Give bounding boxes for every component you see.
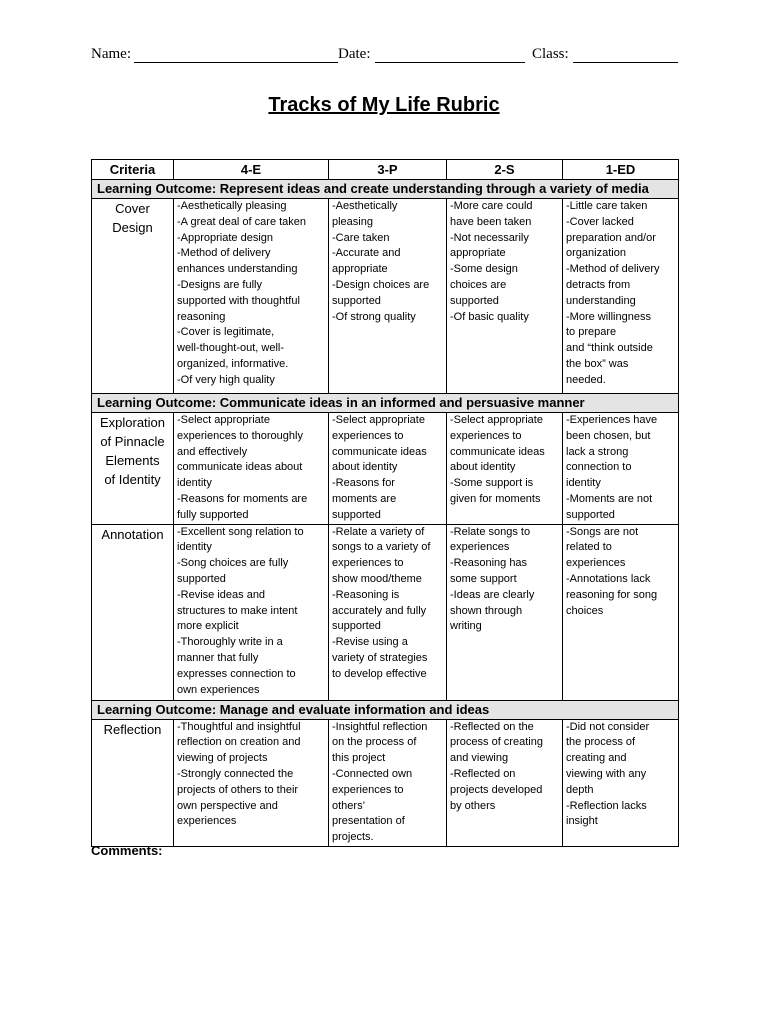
- descriptor-line: manner that fully: [177, 651, 259, 664]
- descriptor-line: -Reasoning has: [450, 557, 528, 570]
- descriptor-line: -Ideas are clearly: [450, 588, 535, 601]
- descriptor-line: appropriate: [450, 247, 506, 260]
- descriptor-line: well-thought-out, well-: [177, 342, 284, 355]
- descriptor-line: -Reasoning is: [332, 588, 400, 601]
- criteria-line: Reflection: [103, 721, 162, 737]
- descriptor-line: expresses connection to: [177, 667, 296, 680]
- descriptor-line: the process of: [566, 736, 636, 749]
- descriptor-line: -Revise using a: [332, 636, 408, 649]
- cell-level-4: [174, 524, 329, 700]
- descriptor-line: presentation of: [332, 815, 405, 828]
- descriptor-line: -Of basic quality: [450, 310, 529, 323]
- descriptor-line: -Moments are not: [566, 492, 653, 505]
- table-row: [92, 199, 679, 394]
- comments-label: Comments:: [91, 843, 163, 858]
- criteria-line: Exploration: [99, 415, 166, 430]
- descriptor-line: been chosen, but: [566, 429, 651, 442]
- descriptor-line: -Not necessarily: [450, 231, 529, 244]
- page-title: Tracks of My Life Rubric: [268, 94, 500, 116]
- outcome-row: [92, 700, 679, 719]
- descriptor-line: reflection on creation and: [177, 736, 301, 749]
- descriptor-line: -Select appropriate: [177, 414, 270, 426]
- class-label: Class:: [532, 46, 569, 62]
- descriptor-line: -Relate a variety of: [332, 525, 425, 538]
- descriptor-line: -Accurate and: [332, 247, 401, 260]
- descriptor-line: supported: [332, 620, 381, 633]
- descriptor-line: supported: [177, 572, 226, 585]
- descriptor-line: -Relate songs to: [450, 525, 531, 538]
- descriptor-line: experiences: [177, 815, 237, 828]
- name-label: Name:: [91, 46, 131, 62]
- cell-level-1: [563, 413, 679, 525]
- descriptor-line: about identity: [450, 461, 516, 474]
- criteria-reflection: [92, 719, 174, 846]
- cell-level-3: [329, 719, 447, 846]
- descriptor-line: creating and: [566, 752, 627, 765]
- descriptor-line: -Design choices are: [332, 278, 430, 291]
- descriptor-line: -Reflection lacks: [566, 799, 647, 812]
- criteria-cover-design: [92, 199, 174, 394]
- descriptor-line: -Little care taken: [566, 200, 648, 212]
- criteria-line: Elements: [105, 453, 160, 468]
- descriptor-line: supported: [450, 294, 499, 307]
- descriptor-line: experiences to: [332, 429, 404, 442]
- descriptor-line: communicate ideas: [450, 445, 545, 458]
- cell-level-2: [447, 199, 563, 394]
- table-row: [92, 719, 679, 846]
- descriptor-line: appropriate: [332, 263, 388, 276]
- descriptor-line: identity: [566, 477, 601, 490]
- criteria-annotation: [92, 524, 174, 700]
- header-level-3: 3-P: [329, 160, 447, 180]
- descriptor-line: -Care taken: [332, 231, 390, 244]
- descriptor-line: experiences: [450, 541, 510, 554]
- descriptor-line: and “think outside: [566, 342, 653, 355]
- descriptor-line: connection to: [566, 461, 632, 474]
- descriptor-line: have been taken: [450, 215, 532, 228]
- cell-level-1: [563, 524, 679, 700]
- descriptor-line: -Did not consider: [566, 720, 650, 733]
- descriptor-line: -Reflected on the: [450, 720, 534, 733]
- descriptor-line: viewing of projects: [177, 752, 268, 765]
- descriptor-line: -More willingness: [566, 310, 651, 323]
- descriptor-line: reasoning: [177, 310, 226, 323]
- descriptor-line: -Designs are fully: [177, 278, 262, 291]
- descriptor-line: -Method of delivery: [177, 247, 271, 260]
- descriptor-line: structures to make intent: [177, 604, 298, 617]
- descriptor-line: projects developed: [450, 783, 543, 796]
- table-row: [92, 413, 679, 525]
- descriptor-line: supported: [332, 508, 381, 521]
- descriptor-line: -Thoroughly write in a: [177, 636, 283, 649]
- descriptor-line: experiences to: [450, 429, 522, 442]
- descriptor-line: communicate ideas: [332, 445, 427, 458]
- descriptor-line: this project: [332, 752, 386, 765]
- descriptor-line: -Aesthetically pleasing: [177, 200, 287, 212]
- class-blank: [573, 62, 678, 63]
- cell-level-1: [563, 719, 679, 846]
- descriptor-line: communicate ideas about: [177, 461, 303, 474]
- descriptor-line: -Select appropriate: [450, 414, 543, 426]
- descriptor-line: detracts from: [566, 278, 631, 291]
- cell-level-4: [174, 413, 329, 525]
- date-blank: [375, 62, 525, 63]
- cell-level-1: [563, 199, 679, 394]
- descriptor-line: pleasing: [332, 215, 373, 228]
- criteria-line: Design: [112, 220, 153, 235]
- learning-outcome-2: Learning Outcome: Communicate ideas in an informed and persuasive manner: [92, 394, 679, 413]
- cell-level-2: [447, 719, 563, 846]
- descriptor-line: -Cover is legitimate,: [177, 326, 275, 339]
- descriptor-line: by others: [450, 799, 496, 812]
- learning-outcome-1: Learning Outcome: Represent ideas and create understanding through a variety of media: [92, 180, 679, 199]
- descriptor-line: own perspective and: [177, 799, 278, 812]
- descriptor-line: fully supported: [177, 508, 249, 521]
- descriptor-line: supported with thoughtful: [177, 294, 300, 307]
- descriptor-line: identity: [177, 477, 212, 490]
- header-level-1: 1-ED: [563, 160, 679, 180]
- table-header-row: [92, 160, 679, 180]
- descriptor-line: -Connected own: [332, 767, 413, 780]
- descriptor-line: -Reflected on: [450, 767, 516, 780]
- descriptor-line: projects.: [332, 831, 374, 844]
- descriptor-line: -Appropriate design: [177, 231, 274, 244]
- descriptor-line: show mood/theme: [332, 572, 422, 585]
- descriptor-line: experiences to thoroughly: [177, 429, 303, 442]
- cell-level-3: [329, 524, 447, 700]
- descriptor-line: others’: [332, 799, 366, 812]
- descriptor-line: reasoning for song: [566, 588, 658, 601]
- cell-level-3: [329, 413, 447, 525]
- descriptor-line: -More care could: [450, 200, 533, 212]
- descriptor-line: -Method of delivery: [566, 263, 660, 276]
- descriptor-line: -Reasons for: [332, 477, 395, 490]
- descriptor-line: -Aesthetically: [332, 200, 398, 212]
- date-label: Date:: [338, 46, 371, 62]
- descriptor-line: more explicit: [177, 620, 239, 633]
- criteria-line: of Identity: [104, 472, 161, 487]
- descriptor-line: -Revise ideas and: [177, 588, 266, 601]
- criteria-line: Cover: [115, 201, 150, 216]
- descriptor-line: identity: [177, 541, 212, 554]
- descriptor-line: viewing with any: [566, 767, 647, 780]
- descriptor-line: to develop effective: [332, 667, 427, 680]
- descriptor-line: preparation and/or: [566, 231, 656, 244]
- descriptor-line: lack a strong: [566, 445, 629, 458]
- cell-level-4: [174, 719, 329, 846]
- criteria-line: of Pinnacle: [100, 434, 165, 449]
- outcome-row: [92, 180, 679, 199]
- descriptor-line: -Some support is: [450, 477, 534, 490]
- learning-outcome-3: Learning Outcome: Manage and evaluate information and ideas: [92, 700, 679, 719]
- rubric-table: [91, 159, 679, 847]
- descriptor-line: on the process of: [332, 736, 417, 749]
- descriptor-line: choices are: [450, 278, 507, 291]
- header-level-4: 4-E: [174, 160, 329, 180]
- descriptor-line: organized, informative.: [177, 357, 289, 370]
- descriptor-line: experiences to: [332, 557, 404, 570]
- descriptor-line: -Of very high quality: [177, 373, 275, 386]
- descriptor-line: -Thoughtful and insightful: [177, 720, 301, 733]
- header-criteria: Criteria: [92, 160, 174, 180]
- criteria-line: Annotation: [101, 526, 164, 542]
- descriptor-line: -Annotations lack: [566, 572, 651, 585]
- descriptor-line: -Insightful reflection: [332, 720, 428, 733]
- descriptor-line: variety of strategies: [332, 651, 428, 664]
- cell-level-3: [329, 199, 447, 394]
- descriptor-line: given for moments: [450, 492, 541, 505]
- descriptor-line: and effectively: [177, 445, 248, 458]
- cell-level-2: [447, 524, 563, 700]
- descriptor-line: related to: [566, 541, 612, 554]
- descriptor-line: some support: [450, 572, 517, 585]
- descriptor-line: projects of others to their: [177, 783, 299, 796]
- descriptor-line: experiences: [566, 557, 626, 570]
- descriptor-line: -Reasons for moments are: [177, 492, 308, 505]
- descriptor-line: the box” was: [566, 357, 629, 370]
- descriptor-line: experiences to: [332, 783, 404, 796]
- descriptor-line: process of creating: [450, 736, 543, 749]
- descriptor-line: -Cover lacked: [566, 215, 634, 228]
- descriptor-line: choices: [566, 604, 604, 617]
- descriptor-line: moments are: [332, 492, 397, 505]
- name-blank: [134, 62, 338, 63]
- descriptor-line: shown through: [450, 604, 523, 617]
- student-info-line: [91, 44, 681, 64]
- descriptor-line: -Songs are not: [566, 525, 639, 538]
- descriptor-line: -Excellent song relation to: [177, 525, 304, 538]
- cell-level-2: [447, 413, 563, 525]
- descriptor-line: own experiences: [177, 683, 260, 696]
- descriptor-line: songs to a variety of: [332, 541, 431, 554]
- descriptor-line: accurately and fully: [332, 604, 427, 617]
- descriptor-line: needed.: [566, 373, 606, 386]
- descriptor-line: insight: [566, 815, 598, 828]
- descriptor-line: -A great deal of care taken: [177, 215, 307, 228]
- descriptor-line: -Experiences have: [566, 414, 658, 426]
- descriptor-line: about identity: [332, 461, 398, 474]
- descriptor-line: -Select appropriate: [332, 414, 425, 426]
- descriptor-line: -Strongly connected the: [177, 767, 294, 780]
- header-level-2: 2-S: [447, 160, 563, 180]
- criteria-exploration: [92, 413, 174, 525]
- descriptor-line: organization: [566, 247, 626, 260]
- descriptor-line: writing: [450, 620, 482, 633]
- descriptor-line: -Song choices are fully: [177, 557, 289, 570]
- descriptor-line: -Of strong quality: [332, 310, 416, 323]
- descriptor-line: and viewing: [450, 752, 509, 765]
- outcome-row: [92, 394, 679, 413]
- cell-level-4: [174, 199, 329, 394]
- descriptor-line: -Some design: [450, 263, 518, 276]
- descriptor-line: to prepare: [566, 326, 617, 339]
- descriptor-line: supported: [566, 508, 615, 521]
- table-row: [92, 524, 679, 700]
- descriptor-line: supported: [332, 294, 381, 307]
- descriptor-line: depth: [566, 783, 594, 796]
- descriptor-line: understanding: [566, 294, 636, 307]
- descriptor-line: enhances understanding: [177, 263, 298, 276]
